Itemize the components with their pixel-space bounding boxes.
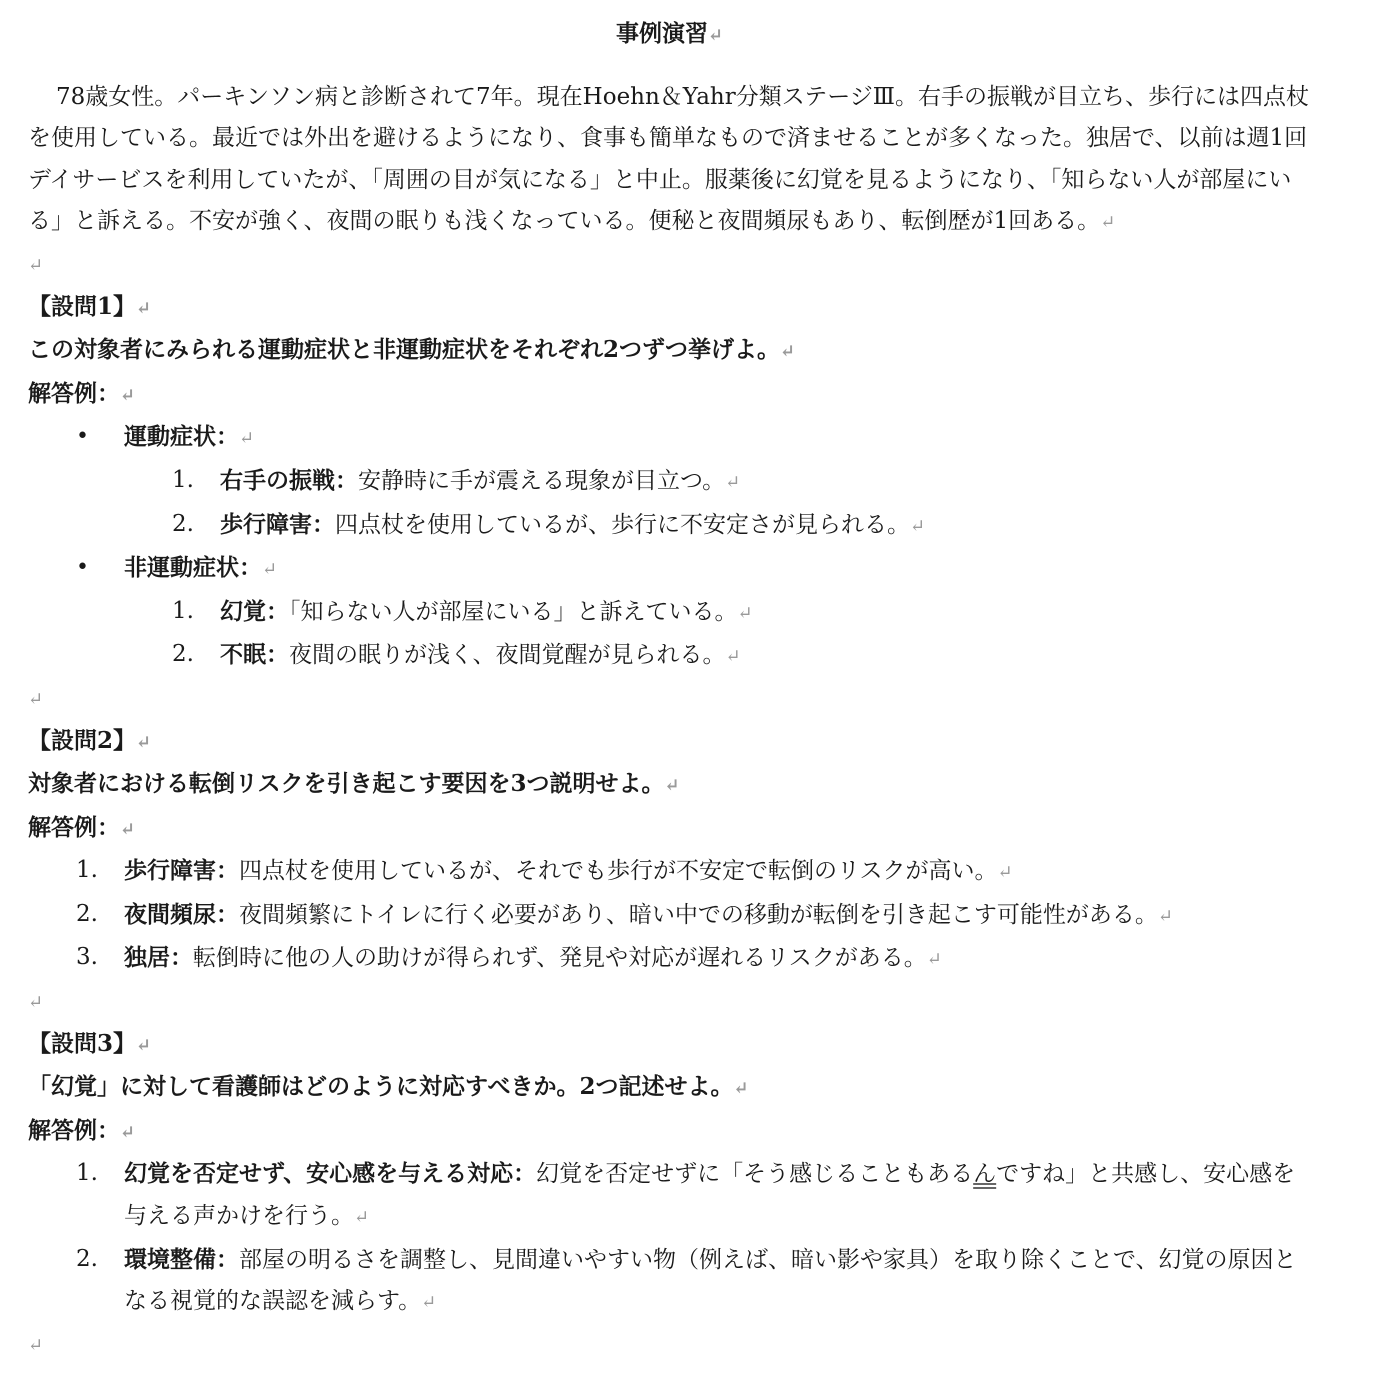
q1-symptom-groups xyxy=(28,416,1311,460)
empty-paragraph xyxy=(28,678,1311,720)
item-text: 夜間頻繁にトイレに行く必要があり、暗い中での移動が転倒を引き起こす可能性がある。 xyxy=(239,901,1158,928)
answer-label-text: 解答例： xyxy=(28,813,120,841)
paragraph-mark: ↵ xyxy=(725,646,741,668)
paragraph-mark: ↵ xyxy=(28,992,44,1014)
list-item xyxy=(28,591,1311,635)
paragraph-mark: ↵ xyxy=(262,559,278,581)
proofing-underline: ん xyxy=(973,1161,997,1188)
q3-response-list xyxy=(28,1153,1311,1323)
item-number: 2. xyxy=(172,510,194,537)
empty-paragraph xyxy=(28,1324,1311,1366)
item-text: 四点杖を使用しているが、それでも歩行が不安定で転倒のリスクが高い。 xyxy=(239,858,998,885)
paragraph-mark: ↵ xyxy=(780,341,796,363)
list-item xyxy=(28,850,1311,894)
paragraph-mark: ↵ xyxy=(120,384,136,406)
item-text: 夜間の眠りが浅く、夜間覚醒が見られる。 xyxy=(289,642,726,669)
q2-answer-label xyxy=(28,807,1311,851)
q1-question-text: この対象者にみられる運動症状と非運動症状をそれぞれ2つずつ挙げよ。 xyxy=(28,336,781,364)
case-description xyxy=(28,77,1311,244)
item-number: 2. xyxy=(172,641,194,668)
list-item xyxy=(28,460,1311,504)
case-text: 78歳女性。パーキンソン病と診断されて7年。現在Hoehn＆Yahr分類ステージⅢ。右手の振戦が目立ち、歩行には四点杖を使用している。最近では外出を避けるようになり、食事も簡単なもので済ませることが多くなった。独居で、以前は週1回デイサービスを利用していたが、「周囲の目が気になる」と中止。服薬後に幻覚を見るようになり、「知らない人が部屋にいる」と訴える。不安が強く、夜間の眠りも浅くなっている。便秘と夜間頻尿もあり、転倒歴が1回ある。 xyxy=(28,83,1309,235)
group-label-motor: 運動症状： xyxy=(124,423,239,451)
q3-question xyxy=(28,1066,1311,1110)
list-item xyxy=(28,894,1311,938)
paragraph-mark: ↵ xyxy=(239,428,255,450)
item-text: 転倒時に他の人の助けが得られず、発見や対応が遅れるリスクがある。 xyxy=(193,945,927,972)
item-text: 幻覚を否定せずに「そう感じることもある xyxy=(536,1161,974,1188)
item-text: 「知らない人が部屋にいる」と訴えている。 xyxy=(289,598,738,625)
item-text: 四点杖を使用しているが、歩行に不安定さが見られる。 xyxy=(335,511,910,538)
q1-heading-text: 【設問1】 xyxy=(28,292,137,320)
item-number: 2. xyxy=(76,1245,98,1272)
paragraph-mark: ↵ xyxy=(910,515,926,537)
item-text: 安静時に手が震える現象が目立つ。 xyxy=(358,467,726,494)
title-text: 事例演習 xyxy=(615,20,708,47)
item-term: 幻覚を否定せず、安心感を与える対応： xyxy=(124,1160,537,1188)
q2-question-text: 対象者における転倒リスクを引き起こす要因を3つ説明せよ。 xyxy=(28,770,665,798)
q3-heading xyxy=(28,1023,1311,1067)
q3-answer-label xyxy=(28,1110,1311,1154)
item-number: 1. xyxy=(76,1160,98,1187)
item-term: 幻覚： xyxy=(220,597,289,625)
paragraph-mark: ↵ xyxy=(354,1207,370,1229)
paragraph-mark: ↵ xyxy=(733,1078,749,1100)
list-item xyxy=(28,1239,1311,1324)
paragraph-mark: ↵ xyxy=(664,775,680,797)
bullet-icon: • xyxy=(76,424,89,450)
q2-risk-list xyxy=(28,850,1311,981)
item-term: 独居： xyxy=(124,944,193,972)
item-term: 右手の振戦： xyxy=(220,466,358,494)
q1-nonmotor-list xyxy=(28,591,1311,678)
answer-label-text: 解答例： xyxy=(28,1116,120,1144)
item-number: 1. xyxy=(76,857,98,884)
paragraph-mark: ↵ xyxy=(1100,212,1116,234)
list-item xyxy=(28,1153,1311,1238)
item-term: 環境整備： xyxy=(124,1245,239,1273)
q3-question-text: 「幻覚」に対して看護師はどのように対応すべきか。2つ記述せよ。 xyxy=(28,1073,734,1101)
paragraph-mark: ↵ xyxy=(120,1121,136,1143)
q2-heading xyxy=(28,720,1311,764)
paragraph-mark: ↵ xyxy=(707,25,724,46)
list-item xyxy=(28,504,1311,548)
paragraph-mark: ↵ xyxy=(28,688,44,710)
item-number: 3. xyxy=(76,944,98,971)
paragraph-mark: ↵ xyxy=(1157,905,1173,927)
paragraph-mark: ↵ xyxy=(136,731,152,753)
item-number: 1. xyxy=(172,466,194,493)
paragraph-mark: ↵ xyxy=(136,1034,152,1056)
paragraph-mark: ↵ xyxy=(926,949,942,971)
item-number: 2. xyxy=(76,900,98,927)
group-label-nonmotor: 非運動症状： xyxy=(124,554,262,582)
list-item xyxy=(28,547,1311,591)
bullet-icon: • xyxy=(76,555,89,581)
item-text: 部屋の明るさを調整し、見間違いやすい物（例えば、暗い影や家具）を取り除くことで、幻覚の原因となる視覚的な誤認を減らす。 xyxy=(124,1246,1297,1315)
paragraph-mark: ↵ xyxy=(120,818,136,840)
paragraph-mark: ↵ xyxy=(421,1292,437,1314)
empty-paragraph xyxy=(28,244,1311,286)
q1-symptom-groups-2 xyxy=(28,547,1311,591)
paragraph-mark: ↵ xyxy=(28,1334,44,1356)
item-term: 歩行障害： xyxy=(124,857,239,885)
item-term: 歩行障害： xyxy=(220,510,335,538)
paragraph-mark: ↵ xyxy=(725,471,741,493)
paragraph-mark: ↵ xyxy=(737,602,753,624)
q2-question xyxy=(28,763,1311,807)
document-title xyxy=(28,13,1311,57)
q1-heading xyxy=(28,286,1311,330)
paragraph-mark: ↵ xyxy=(136,297,152,319)
list-item xyxy=(28,416,1311,460)
answer-label-text: 解答例： xyxy=(28,379,120,407)
empty-paragraph xyxy=(28,981,1311,1023)
q1-answer-label xyxy=(28,373,1311,417)
item-term: 不眠： xyxy=(220,641,289,669)
q3-heading-text: 【設問3】 xyxy=(28,1029,137,1057)
q2-heading-text: 【設問2】 xyxy=(28,726,137,754)
paragraph-mark: ↵ xyxy=(28,254,44,276)
q1-motor-list xyxy=(28,460,1311,547)
q1-question xyxy=(28,329,1311,373)
list-item xyxy=(28,634,1311,678)
paragraph-mark: ↵ xyxy=(997,862,1013,884)
item-number: 1. xyxy=(172,597,194,624)
list-item xyxy=(28,937,1311,981)
item-text: ですね」と共感し、安心感を与える声かけを行う。 xyxy=(124,1161,1296,1230)
item-term: 夜間頻尿： xyxy=(124,900,239,928)
